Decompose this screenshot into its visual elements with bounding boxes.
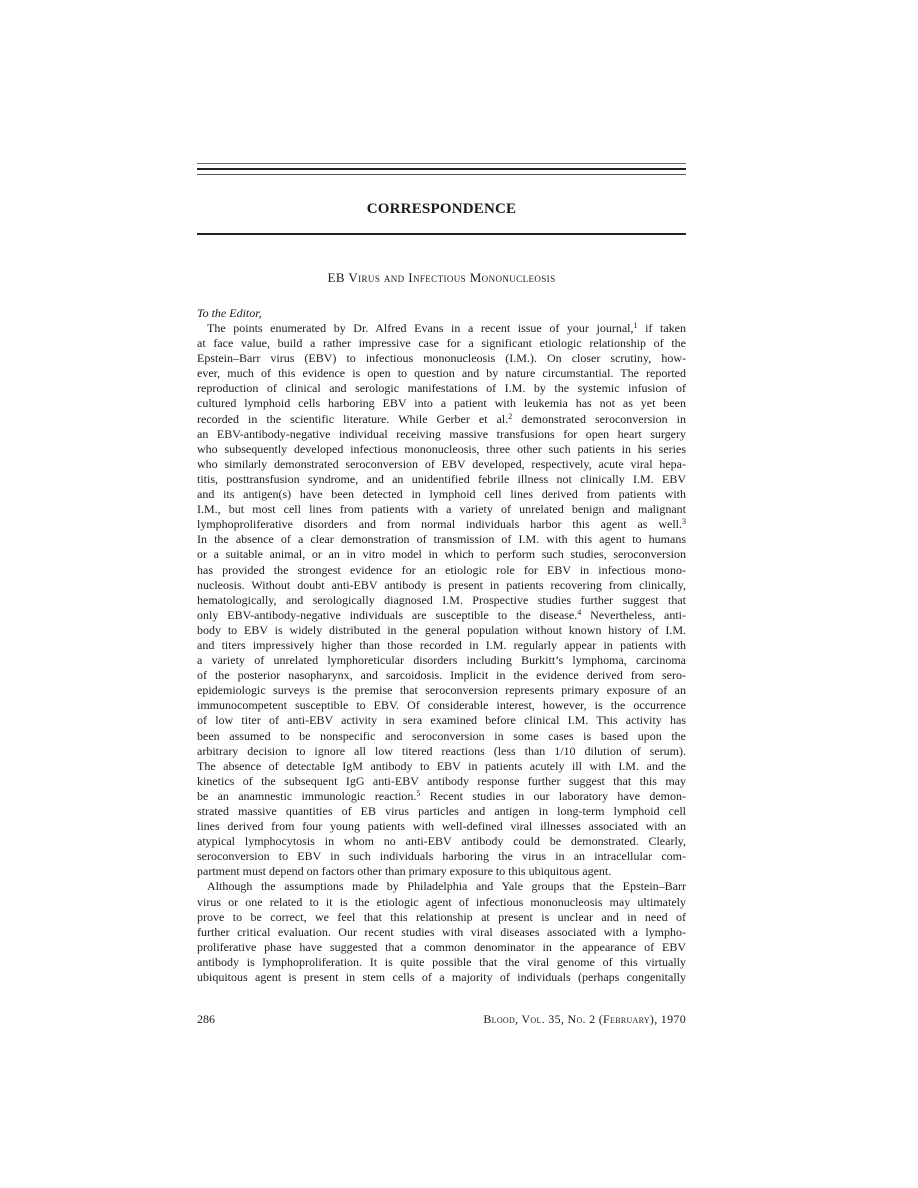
text-line: virus or one related to it is the etiologic agent of infectious mononucleosis may ultimately [197,894,686,909]
page-footer [197,1012,686,1027]
page-number: 286 [197,1012,215,1027]
reference-marker: 5 [416,788,421,798]
text-line: nucleosis. Without doubt anti-EBV antibody is present in patients recovering from clinically, [197,577,686,592]
text-line: a variety of unrelated lymphoreticular disorders including Burkitt’s lymphoma, carcinoma [197,653,686,668]
text-line: prove to be correct, we feel that this relationship at present is unclear and in need of [197,909,686,924]
journal-citation: Blood, Vol. 35, No. 2 (February), 1970 [483,1012,686,1027]
text-line: hematologically, and serologically diagnosed I.M. Prospective studies further suggest that [197,592,686,607]
text-line: and titers impressively higher than those recorded in I.M. regularly appear in patients with [197,637,686,652]
text-line: antibody is lymphoproliferation. It is quite possible that the viral genome of this virtually [197,954,686,969]
text-line: epidemiologic surveys is the premise that seroconversion represents primary exposure of an [197,683,686,698]
text-line: recorded in the scientific literature. While Gerber et al.$^2$ demonstrated seroconversion in [197,411,686,426]
reference-marker: 4 [577,607,582,617]
text-line: of the posterior nasopharynx, and sarcoidosis. Implicit in the evidence derived from sero- [197,668,686,683]
reference-marker: 2 [508,411,513,421]
letter-body [197,321,686,985]
text-line: strated massive quantities of EB virus particles and antigen in long-term lymphoid cell [197,804,686,818]
text-line: who subsequently developed infectious mononucleosis, three other such patients in his series [197,441,686,456]
text-line: at face value, build a rather impressive case for a significant etiologic relationship of the [197,336,686,351]
paragraph [197,321,686,879]
text-line: immunocompetent susceptible to EBV. Of considerable interest, however, is the occurrence [197,698,686,713]
text-line: who similarly demonstrated seroconversion of EBV developed, respectively, acute viral hepa- [197,456,686,471]
text-line: seroconversion to EBV in such individuals harboring the virus in an intracellular com- [197,849,686,864]
text-line: titis, posttransfusion syndrome, and an unidentified febrile illness not clinically I.M. EBV [197,471,686,486]
text-line: and its antigen(s) have been detected in lymphoid cell lines derived from patients with [197,487,686,502]
text-line: only EBV-antibody-negative individuals are susceptible to the disease.$^4$ Nevertheless, anti- [197,607,687,622]
journal-page [197,163,686,1027]
text-line: arbitrary decision to ignore all low titered reactions (less than 1/10 dilution of serum). [197,743,686,758]
text-line: of low titer of anti-EBV activity in sera examined before clinical I.M. This activity has [197,713,686,728]
header-rule-top [197,163,686,164]
text-line: The absence of detectable IgM antibody to EBV in patients acutely ill with I.M. and the [197,758,686,773]
text-line: been assumed to be nonspecific and seroconversion in some cases is based upon the [197,728,686,743]
text-line: partment must depend on factors other than primary exposure to this ubiquitous agent. [197,864,612,879]
text-line: cultured lymphoid cells harboring EBV into a patient with leukemia has not as yet been [197,396,686,411]
header-rule-middle [197,168,686,170]
text-line: further critical evaluation. Our recent studies with viral diseases associated with a lympho- [197,924,686,939]
text-line: body to EBV is widely distributed in the general population without known history of I.M. [197,622,686,637]
text-line: ever, much of this evidence is open to question and by nature circumstantial. The reported [197,366,686,381]
text-line: lymphoproliferative disorders and from normal individuals harbor this agent as well.$^3$ [197,517,686,532]
text-line: or a suitable animal, or an in vitro model in which to perform such studies, seroconversion [197,547,686,562]
reference-marker: 1 [633,321,638,330]
section-title: CORRESPONDENCE [366,201,517,217]
section-title-underline [197,233,686,235]
article-title: EB Virus and Infectious Mononucleosis [327,270,556,285]
text-line: Epstein–Barr virus (EBV) to infectious mononucleosis (I.M.). On closer scrutiny, how- [197,351,686,366]
text-line: I.M., but most cell lines from patients with a variety of unrelated benign and malignant [197,502,686,517]
text-line: an EBV-antibody-negative individual receiving massive transfusions for open heart surgery [197,426,686,441]
text-line: ubiquitous agent is present in stem cells of a majority of individuals (perhaps congenitally [197,970,686,985]
text-line: proliferative phase have suggested that a common denominator in the appearance of EBV [197,939,686,954]
reference-marker: 3 [682,517,686,527]
text-line: Although the assumptions made by Philadelphia and Yale groups that the Epstein–Barr [207,879,686,894]
text-line: atypical lymphocytosis in whom no anti-EBV antibody could be demonstrated. Clearly, [197,834,686,849]
text-line: reproduction of clinical and serologic manifestations of I.M. by the systemic infusion of [197,381,686,396]
text-line: has provided the strongest evidence for an etiologic role for EBV in infectious mono- [197,562,686,577]
text-line: The points enumerated by Dr. Alfred Evans in a recent issue of your journal,$^1$ if taken [207,321,686,335]
paragraph [197,879,686,985]
text-line: kinetics of the subsequent IgG anti-EBV antibody response further suggest that this may [197,773,686,788]
salutation: To the Editor, [197,306,262,320]
header-rule-bottom [197,174,686,175]
text-line: be an anamnestic immunologic reaction.$^5$ Recent studies in our laboratory have demon- [197,788,686,803]
text-line: In the absence of a clear demonstration of transmission of I.M. with this agent to humans [197,532,686,547]
text-line: lines derived from four young patients with well-defined viral illnesses associated with an [197,819,686,834]
